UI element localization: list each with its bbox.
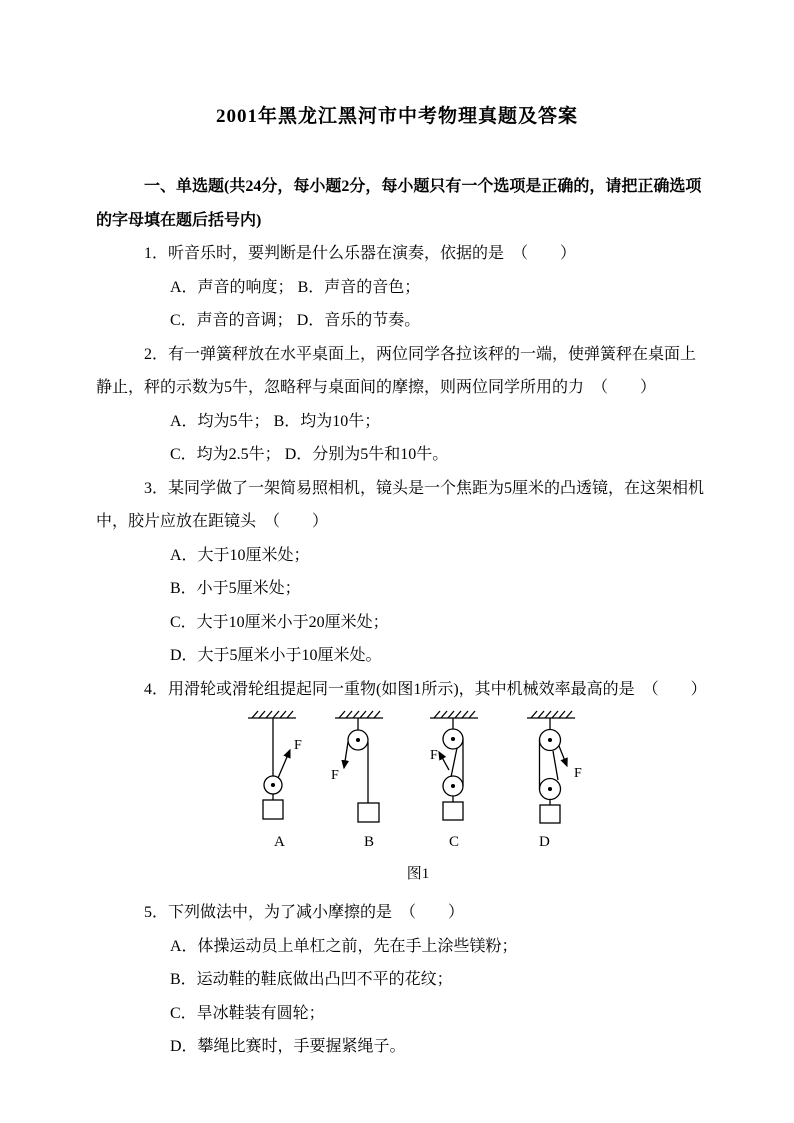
question-4-stem: 4．用滑轮或滑轮组提起同一重物(如图1所示)，其中机械效率最高的是 （ ）	[144, 680, 707, 698]
option: B．声音的音色；	[297, 278, 421, 296]
exam-content	[96, 170, 710, 1064]
question-2-stem: 2．有一弹簧秤放在水平桌面上，两位同学各拉该秤的一端，使弹簧秤在桌面上静止，秤的示数为5牛，忽略秤与桌面间的摩擦，则两位同学所用的力 （ ）	[96, 345, 697, 396]
option: C．声音的音调；	[170, 312, 293, 329]
figure-label: B	[364, 834, 375, 850]
option: B．小于5厘米处；	[170, 580, 301, 597]
page-title: 2001年黑龙江黑河市中考物理真题及答案	[215, 106, 578, 127]
option: C．大于10厘米小于20厘米处；	[170, 613, 389, 631]
option: D．分别为5牛和10牛。	[284, 446, 449, 463]
pulley-diagram	[240, 710, 660, 832]
question-2-options-row-2	[170, 438, 710, 472]
option: A．体操运动员上单杠之前，先在手上涂些镁粉；	[170, 937, 518, 955]
question-2-options-row-1	[170, 405, 710, 439]
question-5-stem: 5．下列做法中，为了减小摩擦的是 （ ）	[144, 904, 465, 921]
figure-caption: 图1	[406, 866, 430, 882]
option: C．旱冰鞋装有圆轮；	[170, 1004, 325, 1022]
option: B．运动鞋的鞋底做出凸凹不平的花纹；	[170, 971, 453, 988]
figure-1	[96, 706, 710, 896]
force-label: F	[430, 748, 438, 763]
force-label: F	[574, 766, 582, 781]
option: B．均为10牛；	[273, 412, 381, 430]
question-1-options-row-2	[170, 304, 710, 338]
figure-label: D	[539, 834, 550, 850]
option: A．声音的响度；	[170, 278, 294, 296]
option: C．均为2.5牛；	[170, 446, 281, 463]
question-1-stem: 1．听音乐时，要判断是什么乐器在演奏，依据的是 （ ）	[144, 245, 577, 262]
option: A．大于10厘米处；	[170, 546, 310, 564]
question-1-options-row-1	[170, 271, 710, 305]
question-3-stem: 3．某同学做了一架简易照相机，镜头是一个焦距为5厘米的凸透镜，在这架相机中，胶片应放在距镜头 （ ）	[96, 479, 705, 530]
section-heading: 一、单选题(共24分，每小题2分，每小题只有一个选项是正确的，请把正确选项的字母填在题后括号内)	[96, 178, 702, 229]
option: D．音乐的节奏。	[296, 312, 421, 329]
force-label: F	[294, 738, 302, 753]
option: D．攀绳比赛时，手要握紧绳子。	[170, 1038, 406, 1055]
figure-label: C	[449, 834, 460, 850]
force-label: F	[331, 768, 339, 783]
figure-label: A	[274, 834, 285, 850]
option: A．均为5牛；	[170, 412, 270, 430]
option: D．大于5厘米小于10厘米处。	[170, 647, 382, 664]
